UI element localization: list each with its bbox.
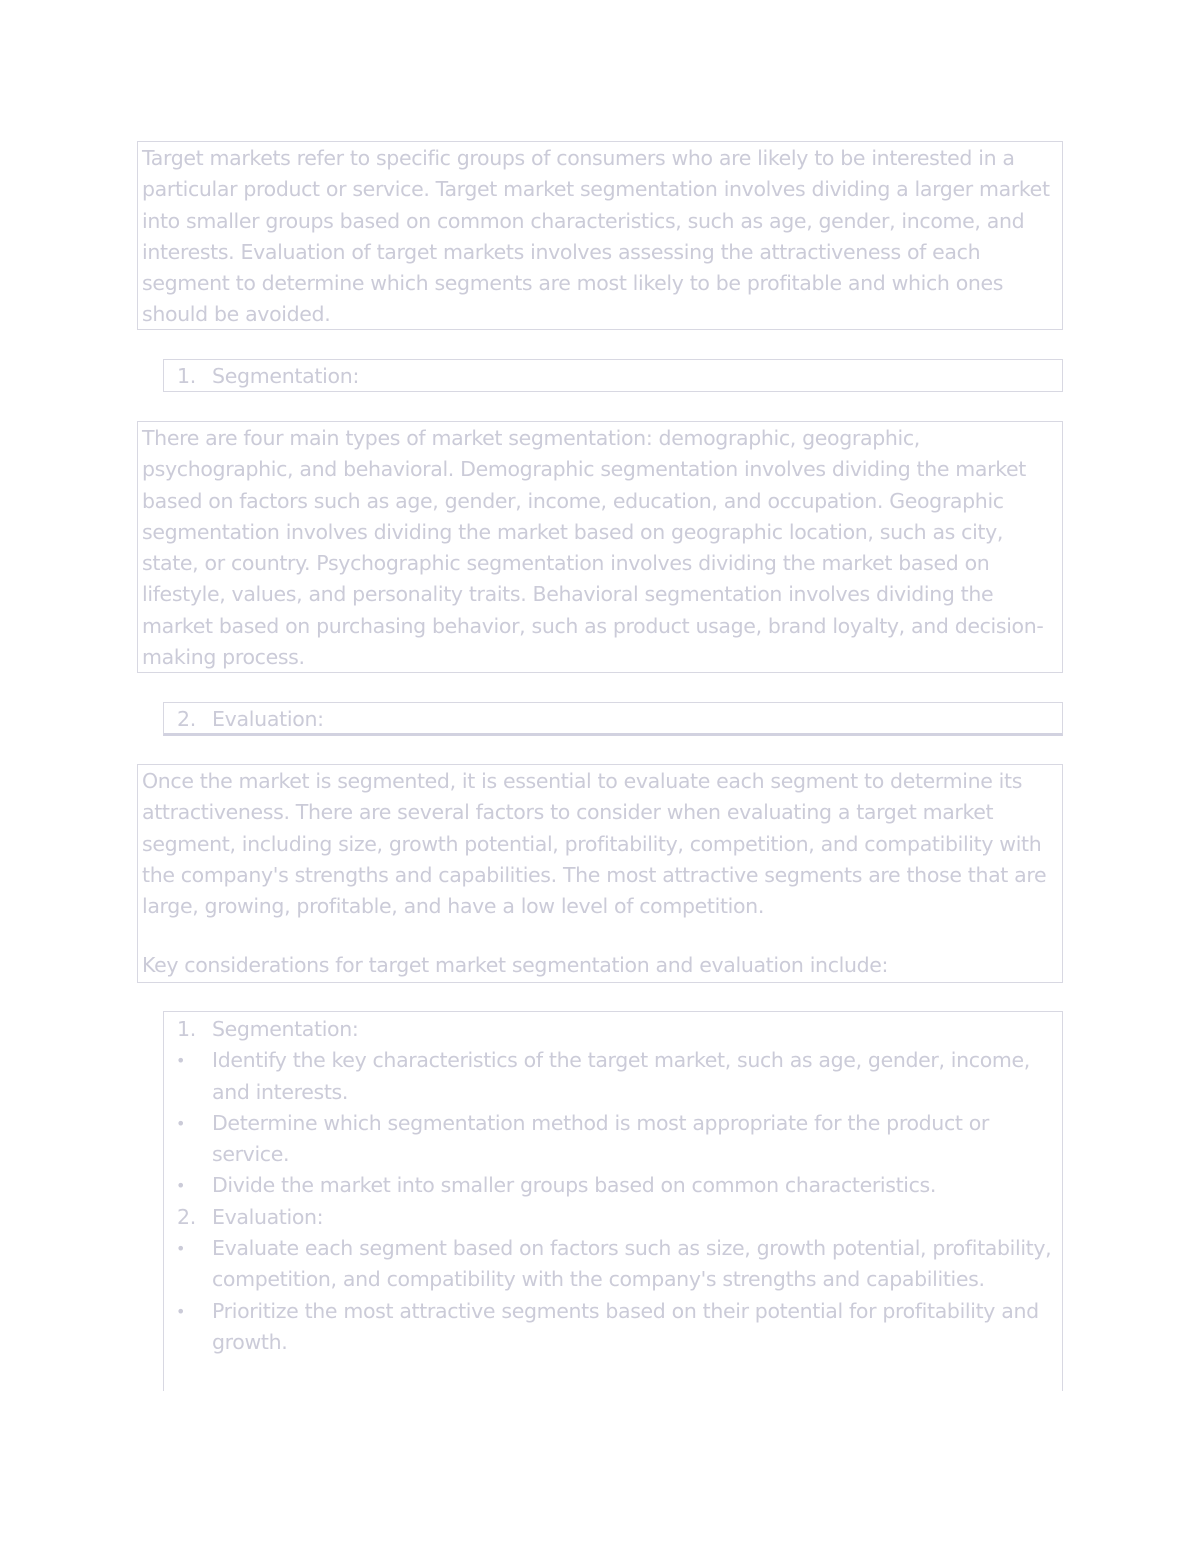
list-item-text: Evaluate each segment based on factors such as size, growth potential, profitability, competition, and compatibility with the company's strengths and capabilities. <box>212 1236 1052 1292</box>
list-item <box>164 1233 1062 1296</box>
list-item <box>164 1014 1062 1045</box>
list-item-title: Evaluation: <box>212 1204 324 1229</box>
section-heading-evaluation <box>163 702 1063 736</box>
key-considerations-text: Key considerations for target market segmentation and evaluation include: <box>142 953 889 978</box>
bullet-icon: • <box>176 1239 186 1259</box>
segmentation-paragraph-box <box>137 421 1063 673</box>
list-item <box>164 1170 1062 1201</box>
list-item-text: Determine which segmentation method is most appropriate for the product or service. <box>212 1110 989 1167</box>
list-number: 2. <box>177 1204 196 1229</box>
bullet-icon: • <box>176 1301 186 1321</box>
bullet-icon: • <box>176 1113 186 1133</box>
list-item <box>164 1202 1062 1233</box>
bullet-icon: • <box>176 1051 186 1071</box>
evaluation-paragraph-box <box>137 764 1063 983</box>
list-number: 1. <box>177 1017 196 1041</box>
list-item-text: Divide the market into smaller groups based on common characteristics. <box>212 1173 937 1198</box>
segmentation-paragraph: There are four main types of market segmentation: demographic, geographic, psychographic, and behavioral. Demographic segmentation involves dividing the market based on factors such as age, gender, income, education, and occupation. Geographic segmentation involves dividing the market based on geographic location, such as city, state, or country. Psychographic segmentation involves dividing the market based on lifestyle, values, and personality traits. Behavioral segmentation involves dividing the market based on purchasing behavior, such as product usage, brand loyalty, and decision-making process. <box>142 426 1044 670</box>
list-item <box>164 1296 1062 1359</box>
section-heading-segmentation <box>163 359 1063 392</box>
section-title: Evaluation: <box>212 707 324 731</box>
evaluation-paragraph: Once the market is segmented, it is essential to evaluate each segment to determine its attractiveness. There are several factors to consider when evaluating a target market segment, including size, growth potential, profitability, competition, and compatibility with the company's strengths and capabilities. The most attractive segments are those that are large, growing, profitable, and have a low level of competition. <box>142 769 1047 919</box>
list-item-title: Segmentation: <box>212 1017 359 1041</box>
list-item <box>164 1108 1062 1171</box>
list-item-text: Identify the key characteristics of the target market, such as age, gender, income, and interests. <box>212 1048 1030 1104</box>
section-number: 1. <box>177 364 196 388</box>
list-item <box>164 1045 1062 1108</box>
section-title: Segmentation: <box>212 364 360 388</box>
bullet-icon: • <box>176 1176 186 1196</box>
list-item-text: Prioritize the most attractive segments based on their potential for profitability and growth. <box>212 1298 1039 1354</box>
intro-paragraph-box <box>137 141 1063 330</box>
key-considerations-list <box>163 1011 1063 1391</box>
section-number: 2. <box>177 707 196 731</box>
intro-paragraph: Target markets refer to specific groups of consumers who are likely to be interested in a particular product or service. Target market segmentation involves dividing a larger market into smaller groups based on common characteristics, such as age, gender, income, and interests. Evaluation of target markets involves assessing the attractiveness of each segment to determine which segments are most likely to be profitable and which ones should be avoided. <box>142 146 1050 327</box>
